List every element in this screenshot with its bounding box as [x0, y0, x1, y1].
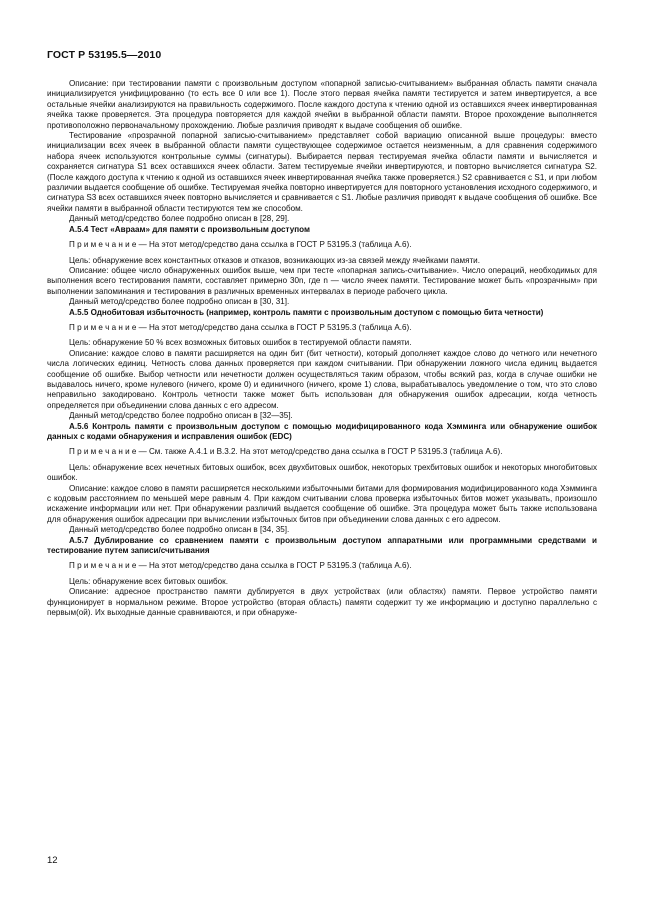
paragraph-goal: Цель: обнаружение всех битовых ошибок. [69, 576, 228, 586]
paragraph-description: Описание: каждое слово в памяти расширяется несколькими избыточными битами для формирования модифицированного кода Хэмминга с кодовым расстоянием по меньшей мере равным 4. При каждом считывании слова проверка избыточных битов может указывать, произошло искажение информации или нет. При обнаружении различий выдается сообщение об ошибке. Эта процедура может быть также использована для обнаружения ошибок адресации при вычислении избыточных битов при объединении слова данных с его адресом. [47, 483, 597, 524]
note: П р и м е ч а н и е — На этот метод/средство дана ссылка в ГОСТ Р 53195.3 (таблица А.6). [69, 322, 412, 332]
paragraph-goal: Цель: обнаружение всех константных отказов и отказов, возникающих из-за связей между ячейками памяти. [69, 255, 480, 265]
note: П р и м е ч а н и е — На этот метод/средство дана ссылка в ГОСТ Р 53195.3 (таблица А.6). [69, 561, 412, 571]
section-heading-a56: А.5.6 Контроль памяти с произвольным доступом с помощью модифицированного кода Хэмминга или обнаружение ошибок данных с кодами обнаружения и исправления ошибок (EDC) [47, 421, 597, 441]
page-header-standard-title: ГОСТ Р 53195.5—2010 [47, 49, 162, 61]
paragraph-description: Описание: общее число обнаруженных ошибок выше, чем при тесте «попарная запись-считывание». Число операций, необходимых для выполнения всего тестирования памяти, составляет примерно 30n, где n — число ячеек памяти. Тестирование может быть «прозрачным» при выполнении запоминания и тестирования в различных временных интервалах в периоде рабочего цикла. [47, 265, 597, 296]
page-number: 12 [47, 855, 58, 866]
paragraph-goal: Цель: обнаружение 50 % всех возможных битовых ошибок в тестируемой области памяти. [69, 338, 412, 348]
document-body [47, 79, 597, 619]
paragraph-reference: Данный метод/средство более подробно описан в [32—35]. [69, 411, 293, 421]
section-heading-a54: А.5.4 Тест «Авраам» для памяти с произвольным доступом [69, 224, 310, 234]
paragraph-transparent-walkpath: Тестирование «прозрачной попарной записью-считыванием» представляет собой вариацию описанной выше процедуры: вместо инициализации всех ячеек в выбранной области памяти существующее содержимое остается неизменным, а для сравнения содержимого набора ячеек используются контрольные суммы (сигнатуры). Выбирается первая тестируемая ячейка области памяти и вычисляется и сохраняется сигнатура S1 всех оставшихся ячеек области. Затем тестируемые ячейки инвертируются, и повторно вычисляется сигнатура S2. (После каждого доступа к чтению к одной из оставшихся ячеек инвертированная ячейка также проверяется.) S2 сравнивается с S1, и при любом различии выдается сообщение об ошибке. Тестируемая ячейка повторно инвертируется для повторного установления исходного содержимого, и сигнатура S3 всех оставшихся ячеек повторно вычисляется и сравнивается с S1. Любые различия приводят к выдаче сообщения об ошибке. Все ячейки памяти в выбранной области тестируются тем же способом. [47, 131, 597, 213]
paragraph-description: Описание: каждое слово в памяти расширяется на один бит (бит четности), который дополняет каждое слово до четного или нечетного числа логических единиц. Четность слова данных проверяется при каждом считывании. При обнаружении ложного числа единиц выдается сообщение об ошибке. Выбор четности или нечетности должен осуществляться таким образом, чтобы всякий раз, когда в случае ошибки не выдавалось ничего, кроме нулевого (ничего, кроме 0) и единичного (ничего, кроме 1) слова, вырабатывалось уведомление о том, что это слово неправильно закодировано. Контроль четности также может быть использован для обнаружения ошибок адресации, когда четность определяется при объединении слова данных с его адресом. [47, 348, 597, 410]
note: П р и м е ч а н и е — См. также А.4.1 и В.3.2. На этот метод/средство дана ссылка в ГОСТ Р 53195.3 (таблица А.6). [69, 447, 503, 457]
paragraph-goal: Цель: обнаружение всех нечетных битовых ошибок, всех двухбитовых ошибок, некоторых трехбитовых ошибок и некоторых многобитовых ошибок. [47, 462, 597, 483]
paragraph-reference: Данный метод/средство более подробно описан в [30, 31]. [69, 297, 290, 307]
section-heading-a55: А.5.5 Однобитовая избыточность (например, контроль памяти с произвольным доступом с помощью бита четности) [69, 307, 544, 317]
paragraph-reference: Данный метод/средство более подробно описан в [34, 35]. [69, 525, 290, 535]
section-heading-a57: А.5.7 Дублирование со сравнением памяти с произвольным доступом аппаратными или программными средствами и тестирование путем записи/считывания [47, 535, 597, 556]
note: П р и м е ч а н и е — На этот метод/средство дана ссылка в ГОСТ Р 53195.3 (таблица А.6). [69, 240, 412, 250]
paragraph-description: Описание: адресное пространство памяти дублируется в двух устройствах (или областях) памяти. Первое устройство памяти функционирует в нормальном режиме. Второе устройство (вторая область) памяти содержит ту же информацию и доступно параллельно с первым(ой). Их выходные данные сравниваются, и при обнаруже- [47, 587, 597, 618]
paragraph-description-walkpath: Описание: при тестировании памяти с произвольным доступом «попарной записью-считыванием» выбранная область памяти сначала инициализируется унифицированно (то есть все 0 или все 1). После этого первая ячейка памяти тестируется и затем инвертируется, а все остальные ячейки анализируются на правильность содержимого. После каждого доступа к чтению одной из оставшихся ячеек инвертированная ячейка также проверяется. Эта процедура повторяется для каждой ячейки в выбранной области памяти. Второе прохождение выполняется противоположно первоначальному прохождению. Любые различия приводят к выдаче сообщения об ошибке. [47, 79, 597, 130]
paragraph-reference: Данный метод/средство более подробно описан в [28, 29]. [69, 214, 290, 224]
